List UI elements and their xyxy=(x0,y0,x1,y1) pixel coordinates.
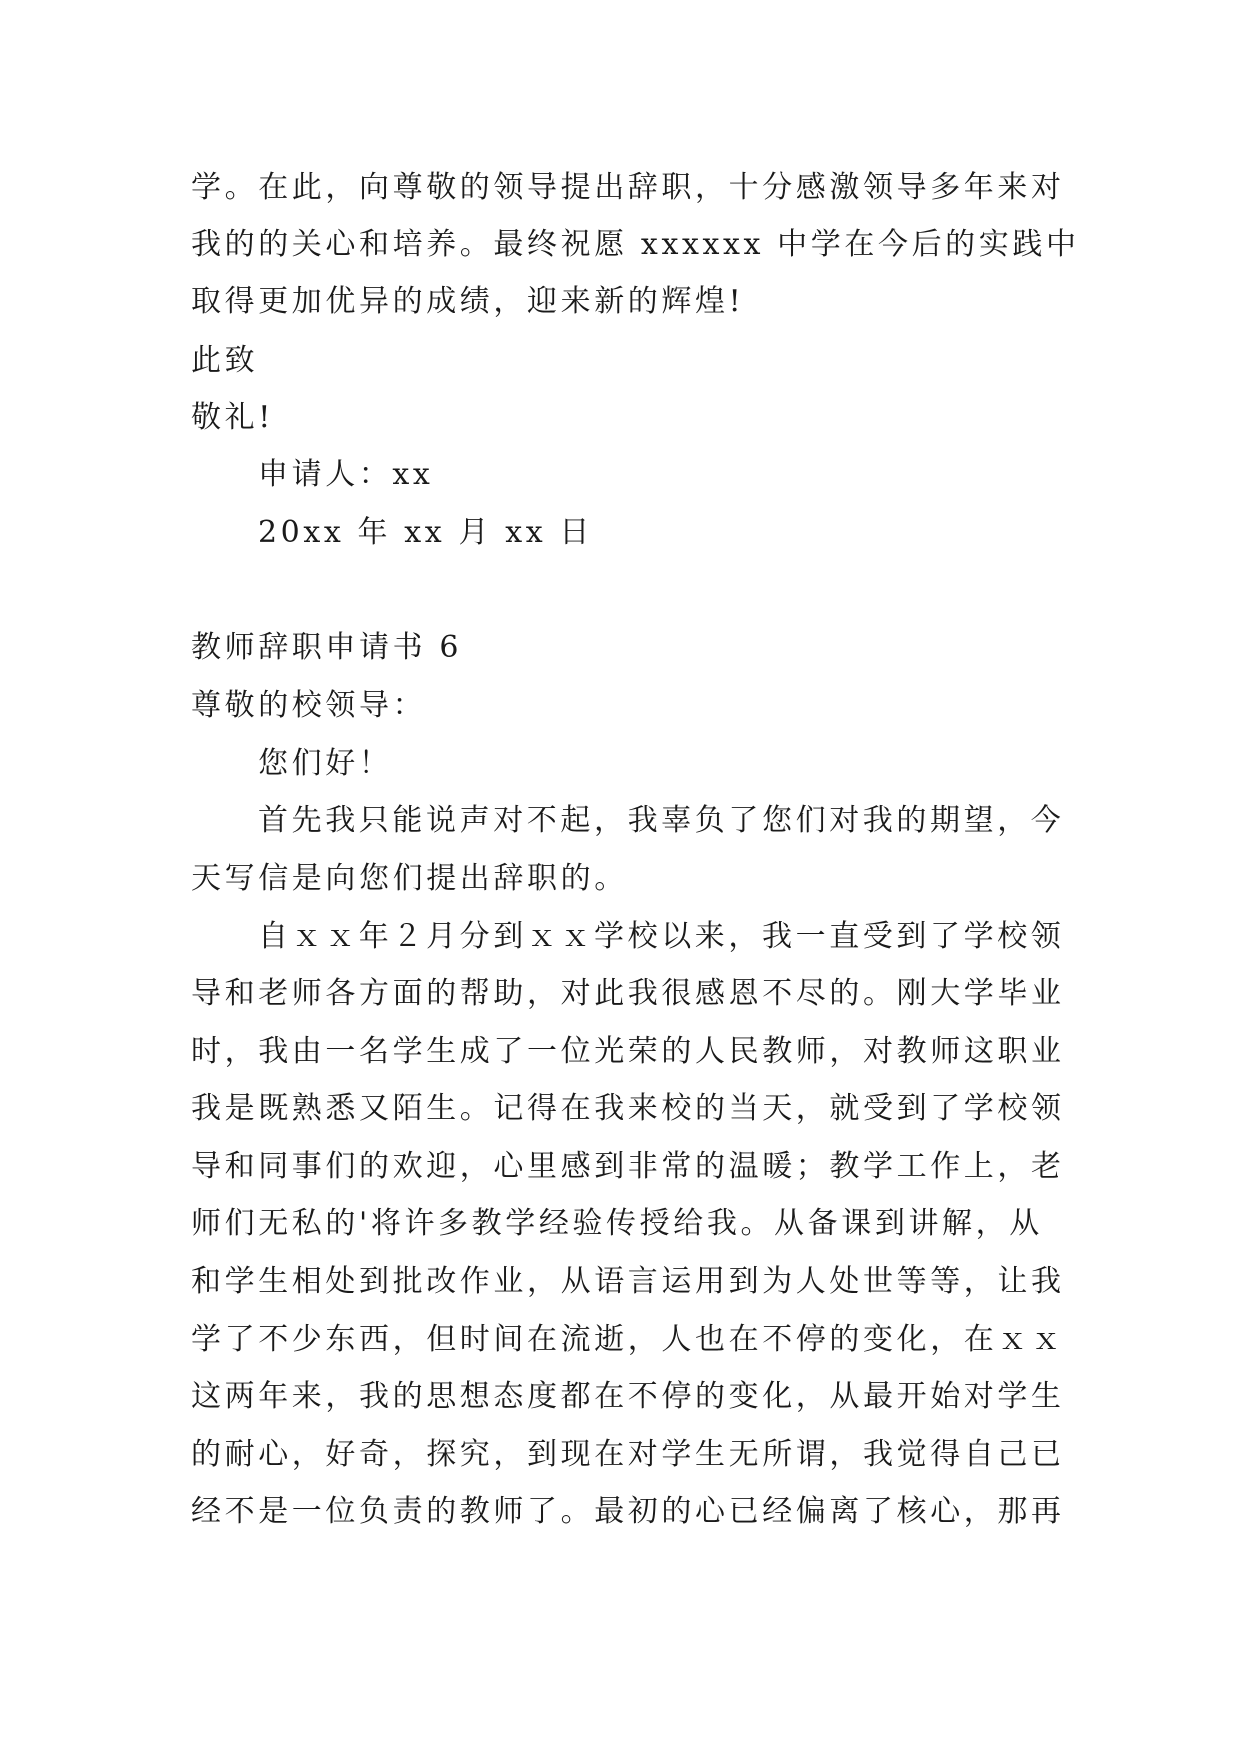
paragraph-line: 天写信是向您们提出辞职的。 xyxy=(191,861,628,896)
signature-date: 20xx 年 xx 月 xx 日 xyxy=(258,515,593,550)
letter-greeting: 尊敬的校领导： xyxy=(191,688,427,723)
paragraph-line: 经不是一位负责的教师了。最初的心已经偏离了核心，那再 xyxy=(191,1494,1065,1529)
applicant-signature: 申请人：xx xyxy=(258,457,434,492)
paragraph-line: 我是既熟悉又陌生。记得在我来校的当天，就受到了学校领 xyxy=(191,1091,1065,1126)
paragraph-line: 的耐心，好奇，探究，到现在对学生无所谓，我觉得自己已 xyxy=(191,1437,1065,1472)
text-line: 学。在此，向尊敬的领导提出辞职，十分感激领导多年来对 xyxy=(191,170,1065,205)
text-line: 我的的关心和培养。最终祝愿 xxxxxx 中学在今后的实践中 xyxy=(191,227,1080,262)
paragraph-line: 学了不少东西，但时间在流逝，人也在不停的变化，在ｘｘ xyxy=(191,1322,1065,1357)
letter-hello: 您们好！ xyxy=(258,746,393,781)
paragraph-line: 时，我由一名学生成了一位光荣的人民教师，对教师这职业 xyxy=(191,1034,1065,1069)
section-title: 教师辞职申请书 6 xyxy=(191,630,463,665)
text-line: 取得更加优异的成绩，迎来新的辉煌! xyxy=(191,284,745,319)
paragraph-line: 首先我只能说声对不起，我辜负了您们对我的期望，今 xyxy=(258,803,1065,838)
paragraph-line: 导和同事们的欢迎，心里感到非常的温暖；教学工作上，老 xyxy=(191,1149,1065,1184)
paragraph-line: 和学生相处到批改作业，从语言运用到为人处世等等，让我 xyxy=(191,1264,1065,1299)
closing-salutation: 此致 xyxy=(191,343,259,378)
paragraph-line: 这两年来，我的思想态度都在不停的变化，从最开始对学生 xyxy=(191,1379,1065,1414)
paragraph-line: 导和老师各方面的帮助，对此我很感恩不尽的。刚大学毕业 xyxy=(191,976,1065,1011)
paragraph-line: 自ｘｘ年２月分到ｘｘ学校以来，我一直受到了学校领 xyxy=(258,919,1065,954)
closing-regards: 敬礼! xyxy=(191,400,274,435)
paragraph-line: 师们无私的'将许多教学经验传授给我。从备课到讲解，从 xyxy=(191,1206,1043,1241)
